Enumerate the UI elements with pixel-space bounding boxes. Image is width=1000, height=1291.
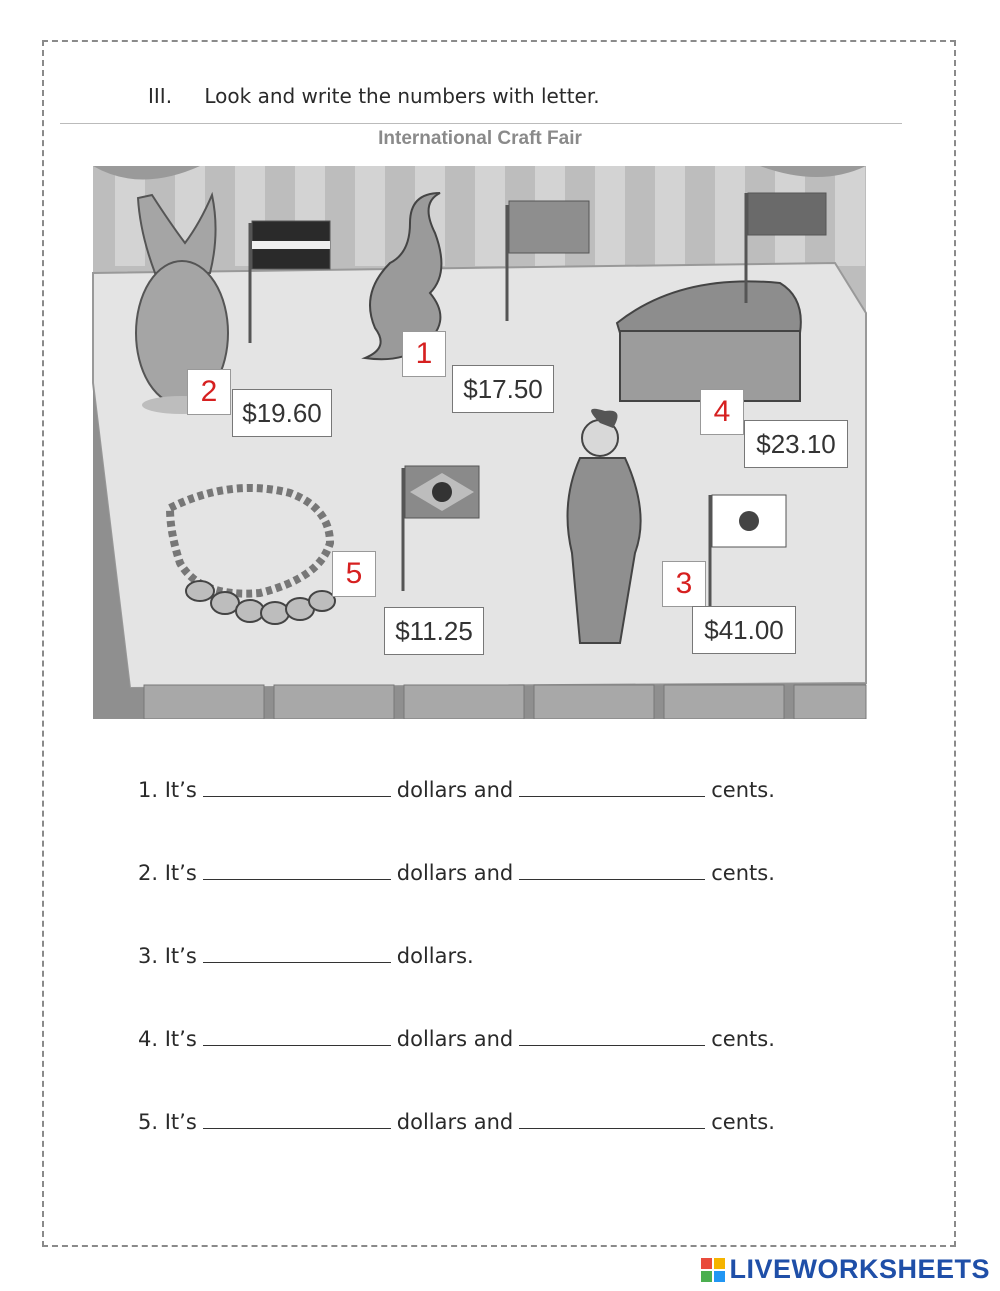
brand-logo [701,1254,990,1285]
question-suffix: cents. [711,778,775,802]
question-2 [138,861,775,885]
blank-dollars[interactable] [203,944,391,963]
blank-cents[interactable] [519,861,705,880]
answer-box-3[interactable]: 3 [662,561,706,607]
question-middle: dollars and [396,778,514,802]
question-prefix: 5. It’s [138,1110,197,1134]
instruction-number: III. [148,84,173,108]
question-prefix: 3. It’s [138,944,197,968]
blank-cents[interactable] [519,1027,705,1046]
blank-cents[interactable] [519,778,705,797]
blank-cents[interactable] [519,1110,705,1129]
brand-name: LIVEWORKSHEETS [729,1254,990,1284]
answer-box-2[interactable]: 2 [187,369,231,415]
price-tag-2: $19.60 [232,389,332,437]
question-3 [138,944,474,968]
figure-title: International Craft Fair [378,128,582,149]
question-1 [138,778,775,802]
question-suffix: cents. [711,1110,775,1134]
answer-box-4[interactable]: 4 [700,389,744,435]
question-middle: dollars and [396,861,514,885]
question-prefix: 4. It’s [138,1027,197,1051]
question-4 [138,1027,775,1051]
instruction-text: Look and write the numbers with letter. [204,84,600,108]
blank-dollars[interactable] [203,1027,391,1046]
question-suffix: cents. [711,1027,775,1051]
craft-fair-figure [60,123,902,719]
question-middle: dollars and [396,1110,514,1134]
price-tag-5: $11.25 [384,607,484,655]
question-prefix: 2. It’s [138,861,197,885]
question-middle: dollars and [396,1027,514,1051]
blank-dollars[interactable] [203,861,391,880]
question-middle: dollars. [396,944,474,968]
question-suffix: cents. [711,861,775,885]
instruction [148,84,600,108]
question-prefix: 1. It’s [138,778,197,802]
answer-box-1[interactable]: 1 [402,331,446,377]
liveworksheets-logo-icon [701,1258,725,1282]
price-tag-3: $41.00 [692,606,796,654]
price-tag-1: $17.50 [452,365,554,413]
blank-dollars[interactable] [203,1110,391,1129]
question-5 [138,1110,775,1134]
price-tag-4: $23.10 [744,420,848,468]
blank-dollars[interactable] [203,778,391,797]
answer-box-5[interactable]: 5 [332,551,376,597]
